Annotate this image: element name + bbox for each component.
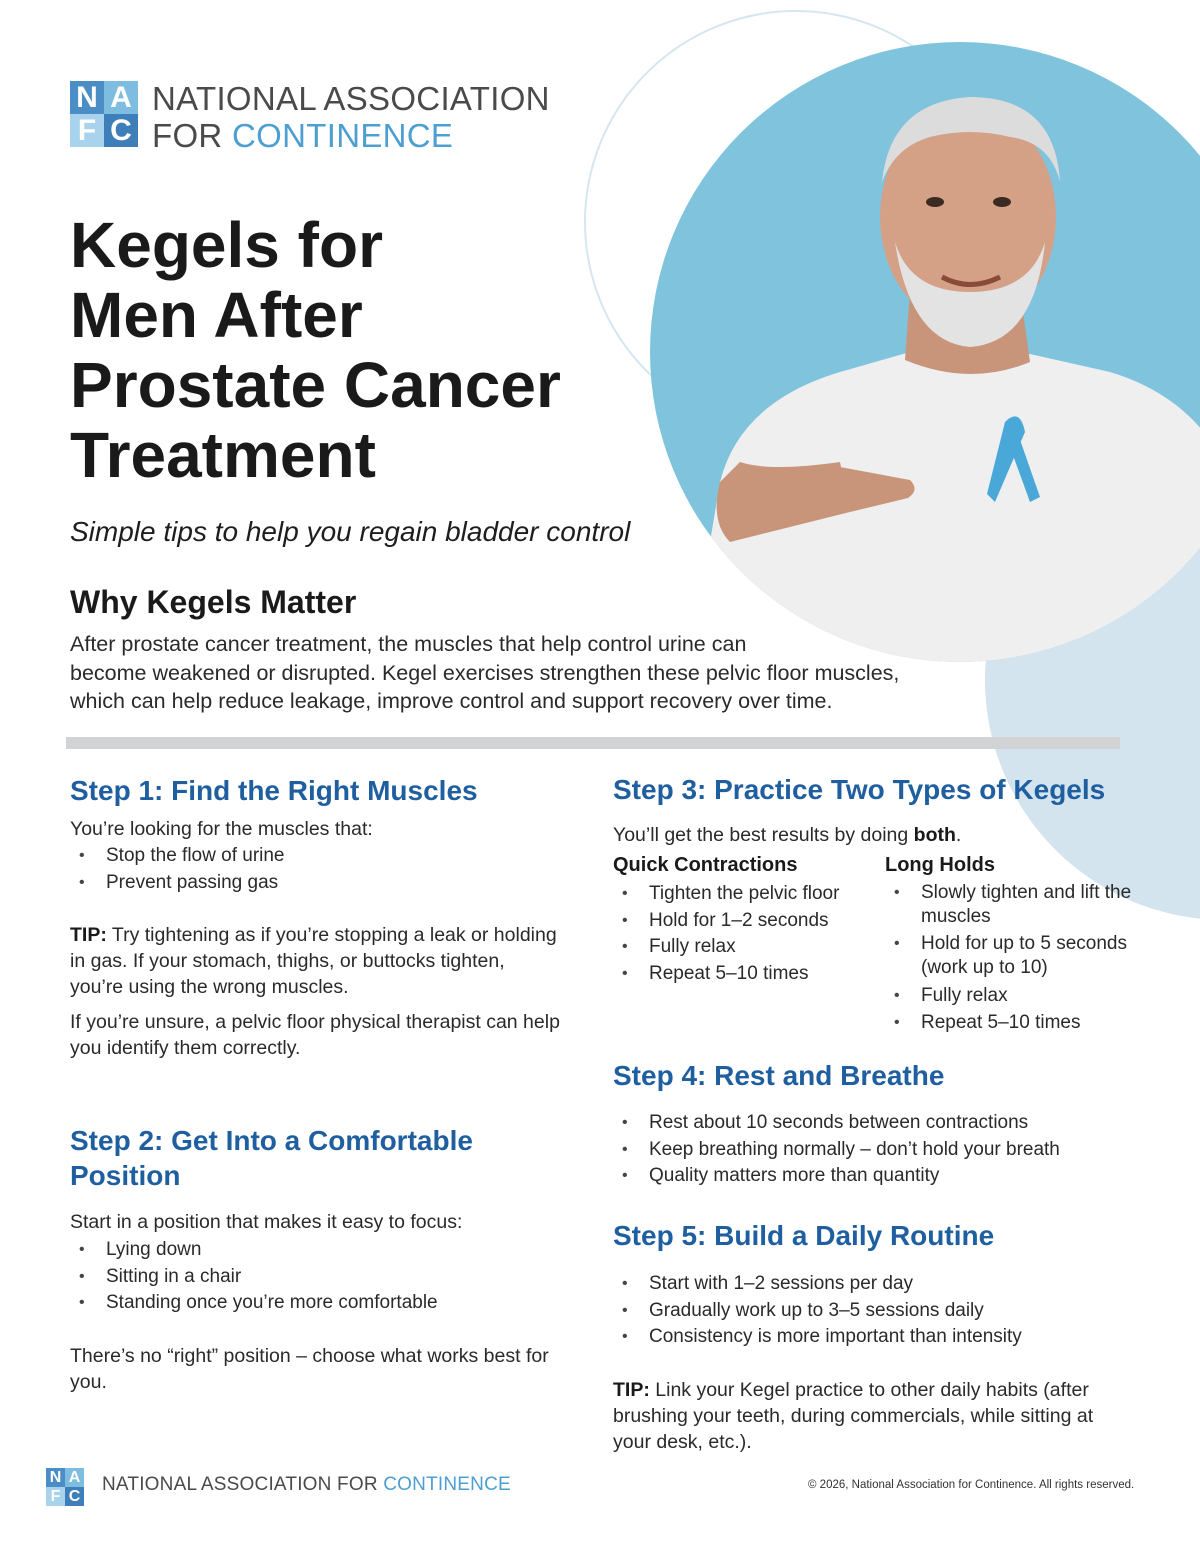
step5-heading: Step 5: Build a Daily Routine (613, 1220, 995, 1251)
logo-letter-n: N (46, 1468, 65, 1487)
logo-letter-f: F (46, 1487, 65, 1506)
org-name (152, 80, 550, 154)
step2-list (70, 1237, 438, 1317)
section-divider (66, 737, 1120, 749)
footer-logo (46, 1468, 84, 1506)
footer-org-name: NATIONAL ASSOCIATION FOR CONTINENCE (102, 1474, 511, 1495)
org-name-line1: NATIONAL ASSOCIATION (152, 80, 550, 117)
list-item: • Consistency is more important than intensity (613, 1324, 1022, 1351)
quick-contractions-list (613, 881, 873, 987)
hero-photo (650, 42, 1200, 662)
org-name-line2: FOR CONTINENCE (152, 117, 454, 154)
logo-letter-a: A (65, 1468, 84, 1487)
step1-heading: Step 1: Find the Right Muscles (70, 775, 478, 806)
step1-list (70, 843, 285, 896)
why-paragraph: After prostate cancer treatment, the muscles that help control urine can become weakened or disrupted. Kegel exercises strengthen these pelvic floor muscles, which can help reduce leakage, improve control and support recovery over time. (70, 632, 900, 713)
logo-letter-n: N (70, 81, 104, 114)
step1-tip: TIP: Try tightening as if you’re stopping a leak or holding in gas. If your stomach, thighs, or buttocks tighten, you’re using the wrong muscles. (70, 924, 557, 998)
long-holds-list (885, 881, 1155, 1036)
page-subtitle: Simple tips to help you regain bladder control (70, 516, 631, 547)
step3-heading: Step 3: Practice Two Types of Kegels (613, 774, 1106, 805)
page-title: Kegels for Men After Prostate Cancer Treatment (70, 209, 561, 491)
list-item: • Rest about 10 seconds between contractions (613, 1110, 1060, 1137)
step1-intro: You’re looking for the muscles that: (70, 818, 373, 840)
step2-note: There’s no “right” position – choose what works best for you. (70, 1345, 549, 1393)
list-item: • Repeat 5–10 times (885, 1010, 1155, 1037)
list-item: • Hold for 1–2 seconds (613, 908, 873, 935)
step1-note: If you’re unsure, a pelvic floor physical therapist can help you identify them correctly. (70, 1011, 560, 1059)
step2-intro: Start in a position that makes it easy to focus: (70, 1211, 463, 1233)
list-item: • Lying down (70, 1237, 438, 1264)
man-illustration (650, 42, 1200, 662)
list-item: • Standing once you’re more comfortable (70, 1290, 438, 1317)
list-item: • Start with 1–2 sessions per day (613, 1271, 1022, 1298)
logo-letter-c: C (65, 1487, 84, 1506)
quick-contractions-heading: Quick Contractions (613, 854, 798, 876)
list-item: • Sitting in a chair (70, 1264, 438, 1291)
logo-letter-c: C (104, 114, 138, 147)
copyright: © 2026, National Association for Continence. All rights reserved. (808, 1479, 1135, 1491)
step4-list (613, 1110, 1060, 1190)
list-item: • Slowly tighten and lift the muscles (885, 881, 1155, 929)
long-holds-heading: Long Holds (885, 854, 995, 876)
list-item: • Keep breathing normally – don’t hold your breath (613, 1137, 1060, 1164)
list-item: • Fully relax (613, 934, 873, 961)
nafc-logo (70, 81, 138, 147)
list-item: • Hold for up to 5 seconds (work up to 10) (885, 932, 1155, 980)
list-item: • Gradually work up to 3–5 sessions daily (613, 1298, 1022, 1325)
step5-tip: TIP: Link your Kegel practice to other daily habits (after brushing your teeth, during commercials, while sitting at your desk, etc.). (613, 1379, 1094, 1453)
why-heading: Why Kegels Matter (70, 584, 357, 620)
logo-letter-f: F (70, 114, 104, 147)
list-item: • Prevent passing gas (70, 870, 285, 897)
list-item: • Fully relax (885, 983, 1155, 1010)
step3-intro: You’ll get the best results by doing both. (613, 824, 962, 846)
step4-heading: Step 4: Rest and Breathe (613, 1060, 945, 1091)
logo-letter-a: A (104, 81, 138, 114)
step5-list (613, 1271, 1022, 1351)
list-item: • Repeat 5–10 times (613, 961, 873, 988)
list-item: • Quality matters more than quantity (613, 1163, 1060, 1190)
step2-heading: Step 2: Get Into a Comfortable Position (70, 1125, 473, 1191)
list-item: • Tighten the pelvic floor (613, 881, 873, 908)
list-item: • Stop the flow of urine (70, 843, 285, 870)
